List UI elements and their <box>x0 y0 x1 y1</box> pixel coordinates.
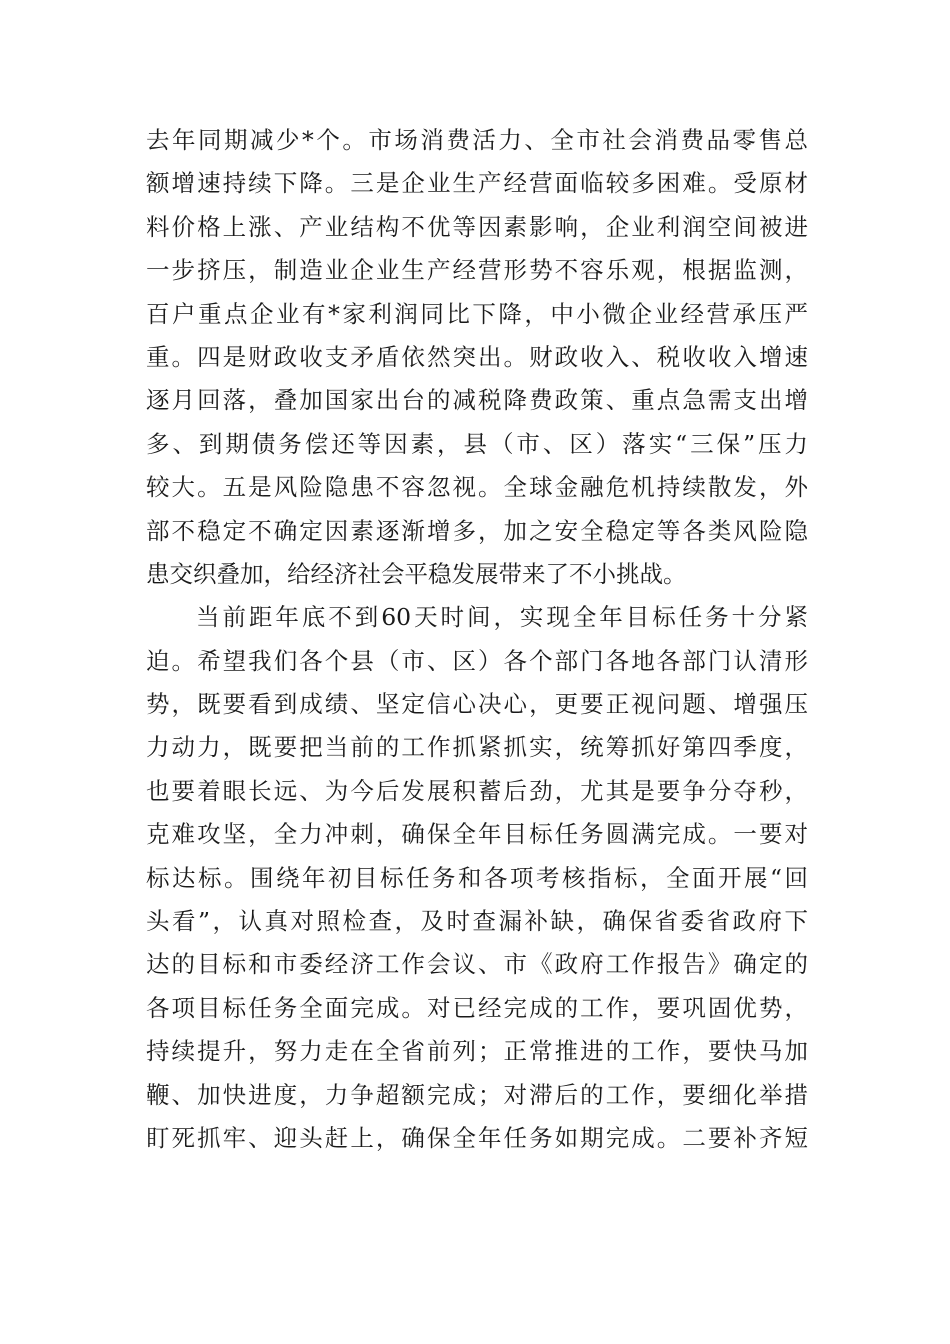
text-line: 料价格上涨、产业结构不优等因素影响，企业利润空间被进 <box>146 212 808 241</box>
text-line: 迫。希望我们各个县（市、区）各个部门各地各部门认清形 <box>146 646 808 675</box>
paragraph-2 <box>146 596 808 1160</box>
text-line: 也要着眼长远、为今后发展积蓄后劲，尤其是要争分夺秒， <box>146 776 808 805</box>
text-line: 达的目标和市委经济工作会议、市《政府工作报告》确定的 <box>146 950 808 979</box>
text-line: 多、到期债务偿还等因素，县（市、区）落实“三保”压力 <box>146 429 808 458</box>
text-line: 克难攻坚，全力冲刺，确保全年目标任务圆满完成。一要对 <box>146 820 808 849</box>
text-line: 一步挤压，制造业企业生产经营形势不容乐观，根据监测， <box>146 256 808 285</box>
text-line: 持续提升，努力走在全省前列；正常推进的工作，要快马加 <box>146 1037 808 1066</box>
text-line: 当前距年底不到60天时间，实现全年目标任务十分紧 <box>196 603 808 632</box>
body-text <box>146 119 808 1160</box>
text-line: 额增速持续下降。三是企业生产经营面临较多困难。受原材 <box>146 169 808 198</box>
text-line: 去年同期减少*个。市场消费活力、全市社会消费品零售总 <box>146 126 808 154</box>
text-line: 势，既要看到成绩、坚定信心决心，更要正视问题、增强压 <box>146 690 808 719</box>
text-line: 重。四是财政收支矛盾依然突出。财政收入、税收收入增速 <box>146 342 808 371</box>
text-line: 头看”，认真对照检查，及时查漏补缺，确保省委省政府下 <box>146 907 808 936</box>
text-line: 鞭、加快进度，力争超额完成；对滞后的工作，要细化举措 <box>146 1080 808 1109</box>
text-line: 标达标。围绕年初目标任务和各项考核指标，全面开展“回 <box>146 863 808 892</box>
text-line: 部不稳定不确定因素逐渐增多，加之安全稳定等各类风险隐 <box>146 516 808 545</box>
text-line: 较大。五是风险隐患不容忽视。全球金融危机持续散发，外 <box>146 473 808 502</box>
text-line: 各项目标任务全面完成。对已经完成的工作，要巩固优势， <box>146 993 808 1022</box>
paragraph-1 <box>146 119 808 596</box>
text-line: 盯死抓牢、迎头赶上，确保全年任务如期完成。二要补齐短 <box>146 1123 808 1152</box>
text-line: 百户重点企业有*家利润同比下降，中小微企业经营承压严 <box>146 299 808 328</box>
text-line: 力动力，既要把当前的工作抓紧抓实，统筹抓好第四季度， <box>146 733 808 762</box>
text-line: 逐月回落，叠加国家出台的减税降费政策、重点急需支出增 <box>146 386 808 415</box>
text-line: 患交织叠加，给经济社会平稳发展带来了不小挑战。 <box>146 559 687 588</box>
